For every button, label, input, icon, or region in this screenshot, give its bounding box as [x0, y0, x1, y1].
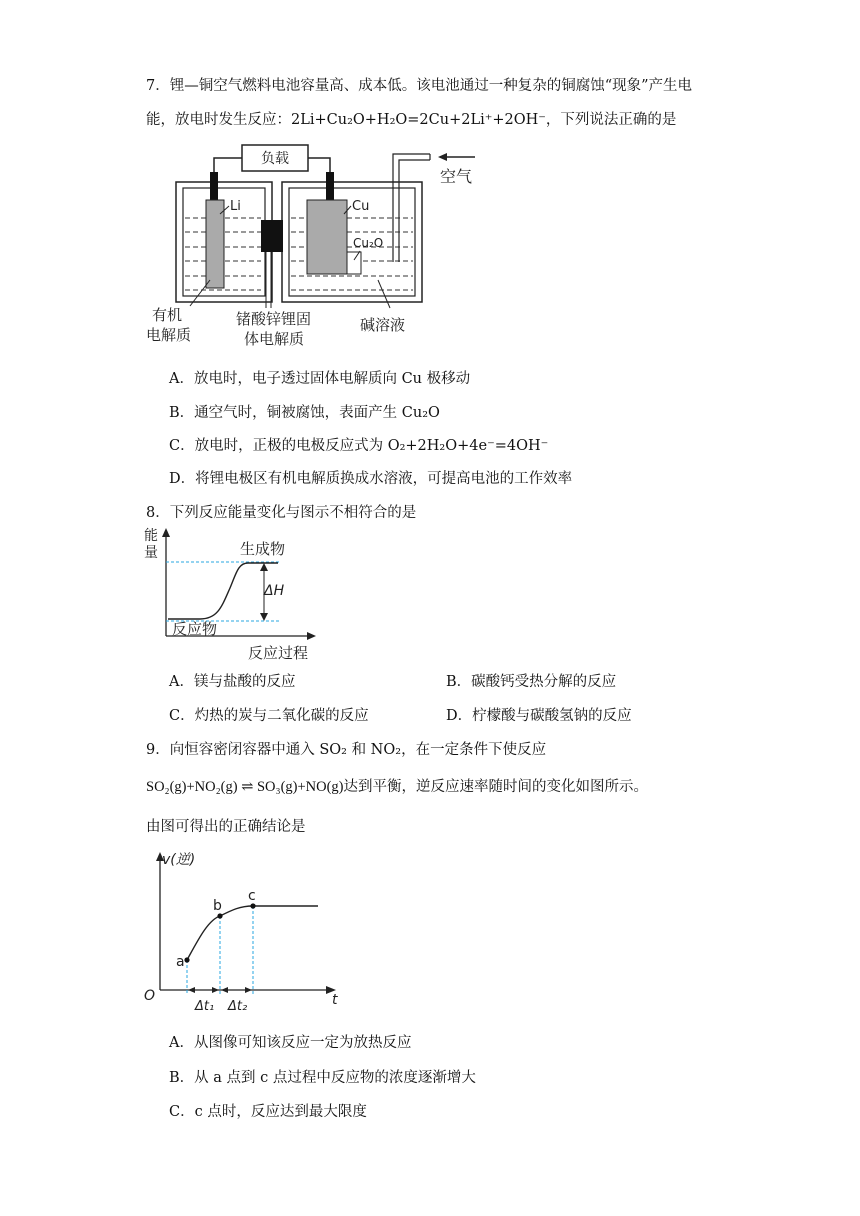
energy-curve	[168, 563, 278, 619]
solid-electrolyte	[261, 220, 283, 252]
point-b-label: b	[213, 898, 222, 914]
rate-origin: O	[144, 988, 156, 1004]
point-c	[250, 903, 255, 908]
q9-stem-line2	[146, 775, 648, 796]
reactant-label: 反应物	[172, 620, 218, 638]
point-a-label: a	[176, 954, 185, 970]
energy-ylabel-1: 能	[144, 528, 158, 544]
delta-h-label: ΔH	[264, 583, 285, 599]
q8-stem: 8．下列反应能量变化与图示不相符合的是	[146, 505, 417, 521]
q9-equation: SO₂(g)+NO₂(g) ⇌ SO₃(g)+NO(g)	[146, 779, 344, 795]
q9-stem-line1: 9．向恒容密闭容器中通入 SO₂ 和 NO₂，在一定条件下使反应	[146, 742, 547, 758]
rate-diagram	[140, 848, 360, 1020]
cu-terminal	[326, 172, 334, 200]
dt2-label: Δt₂	[228, 999, 248, 1014]
q7-option-b: B．通空气时，铜被腐蚀，表面产生 Cu₂O	[169, 405, 440, 421]
q7-stem-line2: 能，放电时发生反应：2Li+Cu₂O+H₂O=2Cu+2Li⁺+2OH⁻，下列说法正确的是	[146, 112, 677, 128]
q9-option-c: C．c 点时，反应达到最大限度	[169, 1104, 367, 1120]
rate-ylabel: v(逆)	[162, 852, 196, 868]
rate-xlabel: t	[332, 992, 338, 1008]
air-label: 空气	[440, 167, 473, 186]
solid-label-1: 锗酸锌锂固	[236, 310, 312, 328]
li-label: Li	[230, 199, 241, 214]
dt1-label: Δt₁	[195, 999, 215, 1014]
solid-label-2: 体电解质	[244, 330, 305, 348]
organic-label-2: 电解质	[146, 326, 192, 344]
q9-option-a: A．从图像可知该反应一定为放热反应	[169, 1035, 412, 1051]
q8-option-d: D．柠檬酸与碳酸氢钠的反应	[446, 708, 632, 724]
energy-ylabel-2: 量	[144, 545, 158, 561]
q7-option-d: D．将锂电极区有机电解质换成水溶液，可提高电池的工作效率	[169, 471, 573, 487]
q7-stem-line1: 7．锂—铜空气燃料电池容量高、成本低。该电池通过一种复杂的铜腐蚀“现象”产生电	[146, 78, 693, 94]
energy-diagram	[140, 526, 330, 666]
q8-option-a: A．镁与盐酸的反应	[169, 674, 296, 690]
q7-option-c: C．放电时，正极的电极反应式为 O₂+2H₂O+4e⁻=4OH⁻	[169, 438, 549, 454]
q7-option-a: A．放电时，电子透过固体电解质向 Cu 极移动	[169, 371, 471, 387]
energy-xlabel: 反应过程	[248, 644, 309, 662]
battery-diagram	[140, 140, 500, 350]
point-c-label: c	[248, 888, 256, 904]
product-label: 生成物	[240, 540, 286, 558]
cu2o-label: Cu₂O	[353, 236, 384, 250]
point-a	[184, 957, 189, 962]
cu2o-layer	[347, 252, 361, 274]
cu-label: Cu	[352, 199, 370, 214]
load-label: 负载	[261, 151, 289, 167]
li-terminal	[210, 172, 218, 200]
q8-option-c: C．灼热的炭与二氧化碳的反应	[169, 708, 369, 724]
q9-option-b: B．从 a 点到 c 点过程中反应物的浓度逐渐增大	[169, 1070, 476, 1086]
point-b	[217, 913, 222, 918]
q8-option-b: B．碳酸钙受热分解的反应	[446, 674, 617, 690]
cu-electrode	[307, 200, 347, 274]
organic-label-1: 有机	[152, 306, 183, 324]
q9-stem-line3: 由图可得出的正确结论是	[146, 819, 306, 835]
alkali-label: 碱溶液	[360, 316, 406, 334]
q9-stem-line2-tail: 达到平衡，逆反应速率随时间的变化如图所示。	[343, 779, 649, 795]
